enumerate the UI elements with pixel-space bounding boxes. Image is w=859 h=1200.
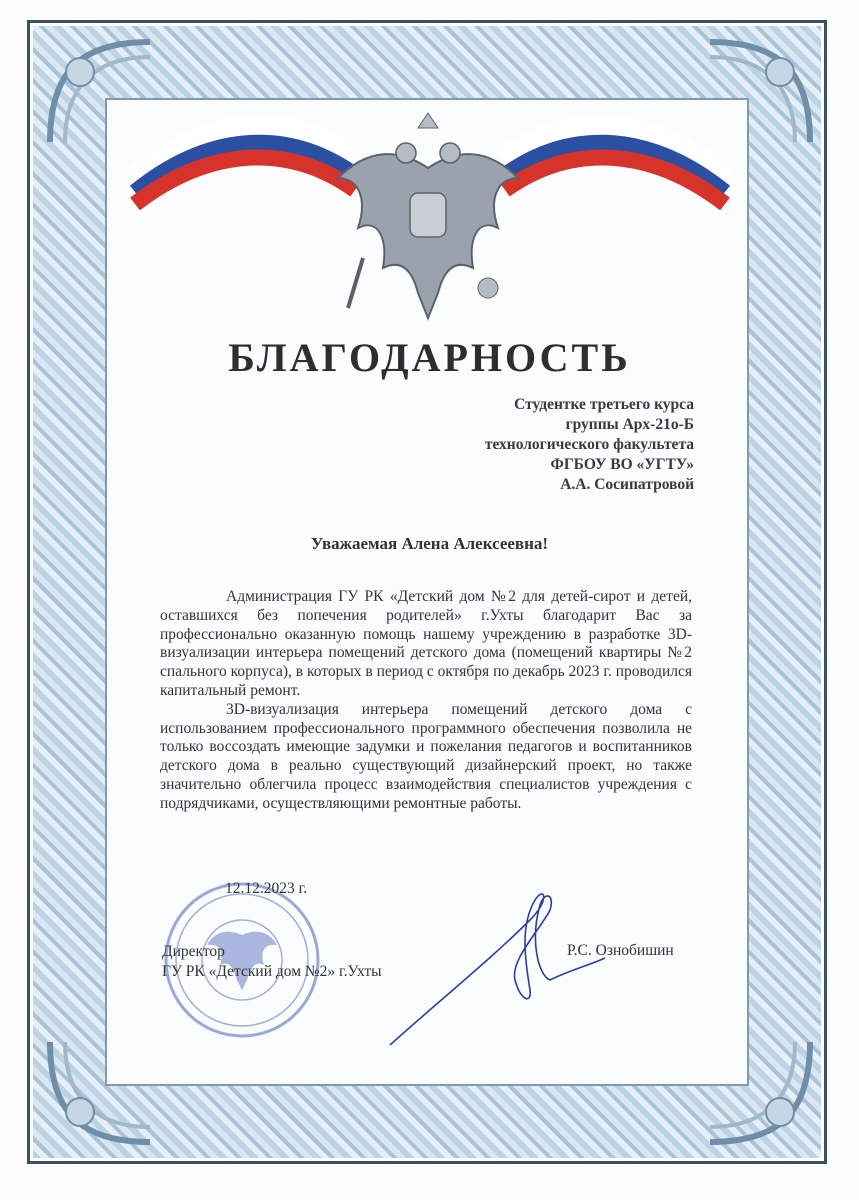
recipient-line: Студентке третьего курса [514,396,694,413]
body-text [160,588,692,814]
salutation: Уважаемая Алена Алексеевна! [310,534,549,553]
signatory-position-line: Директор [162,943,225,960]
document-date: 12.12.2023 г. [225,880,308,897]
recipient-line: ФГБОУ ВО «УГТУ» [550,456,694,473]
document-title: БЛАГОДАРНОСТЬ [228,335,631,380]
recipient-line: группы Арх-21о-Б [565,416,694,433]
handwritten-signature-icon [380,880,610,1050]
recipient-block [485,395,694,495]
recipient-line: А.А. Сосипатровой [560,476,694,493]
signatory-position-line: ГУ РК «Детский дом №2» г.Ухты [162,963,382,980]
signatory-name: Р.С. Ознобишин [567,942,674,959]
signatory-position [162,942,382,982]
body-paragraph: Администрация ГУ РК «Детский дом №2 для детей-сирот и детей, оставшихся без попечения родителей» г.Ухты благодарит Вас за профессионально оказанную помощь нашему учреждению в разработке 3D-визуализации интерьера помещений детского дома (помещений квартиры №2 спального корпуса), в которых в период с октября по декабрь 2023 г. проводился капитальный ремонт. [160,588,692,699]
body-paragraph: 3D-визуализация интерьера помещений детского дома с использованием профессионального программного обеспечения позволила не только воссоздать имеющие задумки и пожелания педагогов и воспитанников детского дома в реально существующий дизайнерский проект, но также значительно облегчила процесс взаимодействия специалистов учреждения с подрядчиками, осуществляющими ремонтные работы. [160,700,692,812]
recipient-line: технологического факультета [484,436,694,453]
double-headed-eagle-icon [328,108,528,323]
